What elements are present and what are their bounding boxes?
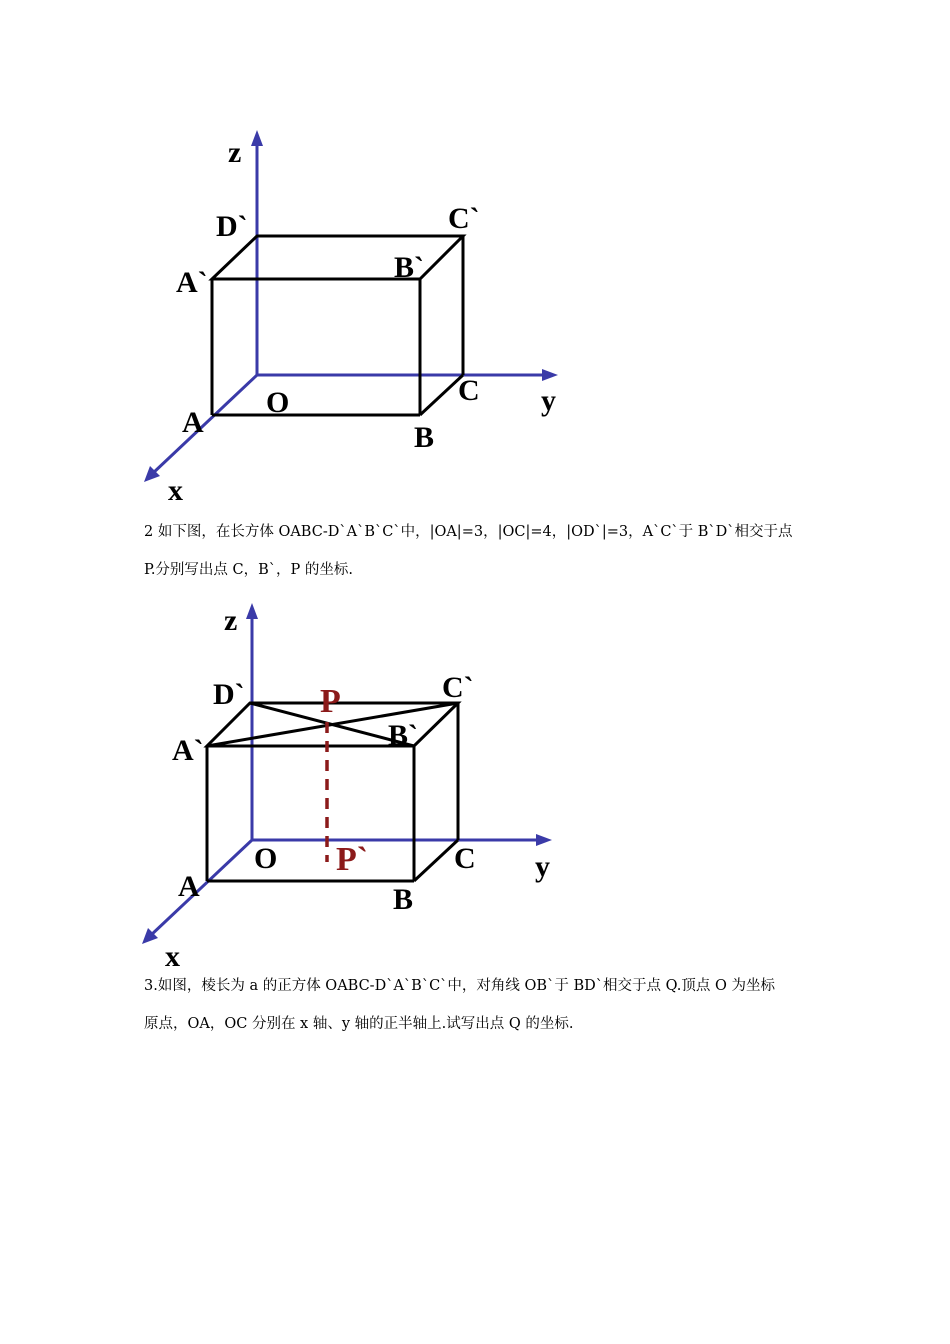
z-axis-arrow xyxy=(246,603,258,619)
label-z: z xyxy=(228,136,242,169)
label-B: B xyxy=(393,883,414,916)
label-B: B xyxy=(414,421,435,454)
label-B1: B` xyxy=(388,719,418,752)
label-x: x xyxy=(165,940,180,973)
label-D1: D` xyxy=(213,678,245,711)
figure-cuboid-2 xyxy=(0,600,620,980)
label-A: A xyxy=(178,870,200,903)
label-B1: B` xyxy=(394,251,424,284)
y-axis-arrow xyxy=(536,834,552,846)
x-axis xyxy=(152,375,257,474)
z-axis-arrow xyxy=(251,130,263,146)
problem-3-line-1: 3.如图，棱长为 a 的正方体 OABC-D`A`B`C`中，对角线 OB`于 BD`相交于点 Q.顶点 O 为坐标 xyxy=(144,978,775,994)
y-axis-arrow xyxy=(542,369,558,381)
problem-3-text xyxy=(144,976,824,1034)
top-face xyxy=(212,236,463,279)
problem-2-text xyxy=(144,522,824,580)
problem-2-line-1: 2 如下图，在长方体 OABC-D`A`B`C`中，|OA|=3，|OC|=4，|OD`|=3，A`C`于 B`D`相交于点 xyxy=(144,524,793,540)
label-O: O xyxy=(254,842,278,875)
edge-BC xyxy=(414,840,458,881)
x-axis xyxy=(150,840,252,936)
label-O: O xyxy=(266,386,290,419)
label-C1: C` xyxy=(442,671,474,704)
label-A: A xyxy=(182,406,204,439)
label-z: z xyxy=(224,604,238,637)
label-C: C xyxy=(454,842,476,875)
label-P: P xyxy=(320,683,341,720)
label-D1: D` xyxy=(216,210,248,243)
label-C: C xyxy=(458,374,480,407)
label-y: y xyxy=(541,384,556,417)
figure-cuboid-1 xyxy=(0,120,620,510)
label-C1: C` xyxy=(448,202,480,235)
edge-BC xyxy=(420,375,463,415)
problem-2-line-2: P.分别写出点 C，B`，P 的坐标. xyxy=(144,562,354,578)
label-P1: P` xyxy=(336,841,369,878)
label-A1: A` xyxy=(176,266,208,299)
label-A1: A` xyxy=(172,734,204,767)
label-y: y xyxy=(535,850,550,883)
problem-3-line-2: 原点，OA，OC 分别在 x 轴、y 轴的正半轴上.试写出点 Q 的坐标. xyxy=(144,1016,574,1032)
label-x: x xyxy=(168,474,183,507)
